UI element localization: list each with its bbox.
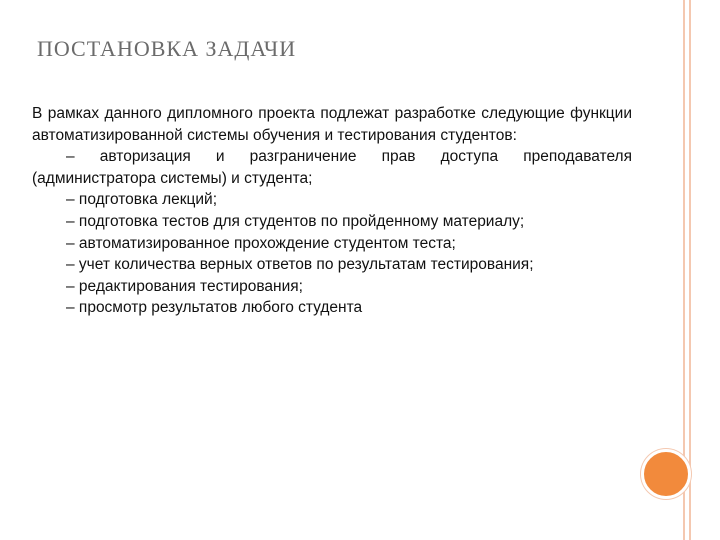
slide-body [32, 103, 632, 319]
list-item: – просмотр результатов любого студента [66, 299, 363, 317]
decorative-circle-icon [641, 449, 691, 499]
list-item: – авторизация и разграничение прав доступа преподавателя (администратора системы) и студента; [32, 148, 632, 187]
list-item: – автоматизированное прохождение студентом теста; [66, 234, 456, 252]
intro-paragraph: В рамках данного дипломного проекта подлежат разработке следующие функции автоматизированной системы обучения и тестирования студентов: [32, 105, 632, 144]
decorative-rail-line [689, 0, 691, 540]
list-item: – учет количества верных ответов по результатам тестирования; [66, 256, 534, 274]
list-item: – подготовка тестов для студентов по пройденному материалу; [66, 212, 525, 230]
list-item: – подготовка лекций; [66, 191, 218, 209]
slide-title: ПОСТАНОВКА ЗАДАЧИ [37, 36, 297, 61]
list-item: – редактирования тестирования; [66, 277, 303, 295]
